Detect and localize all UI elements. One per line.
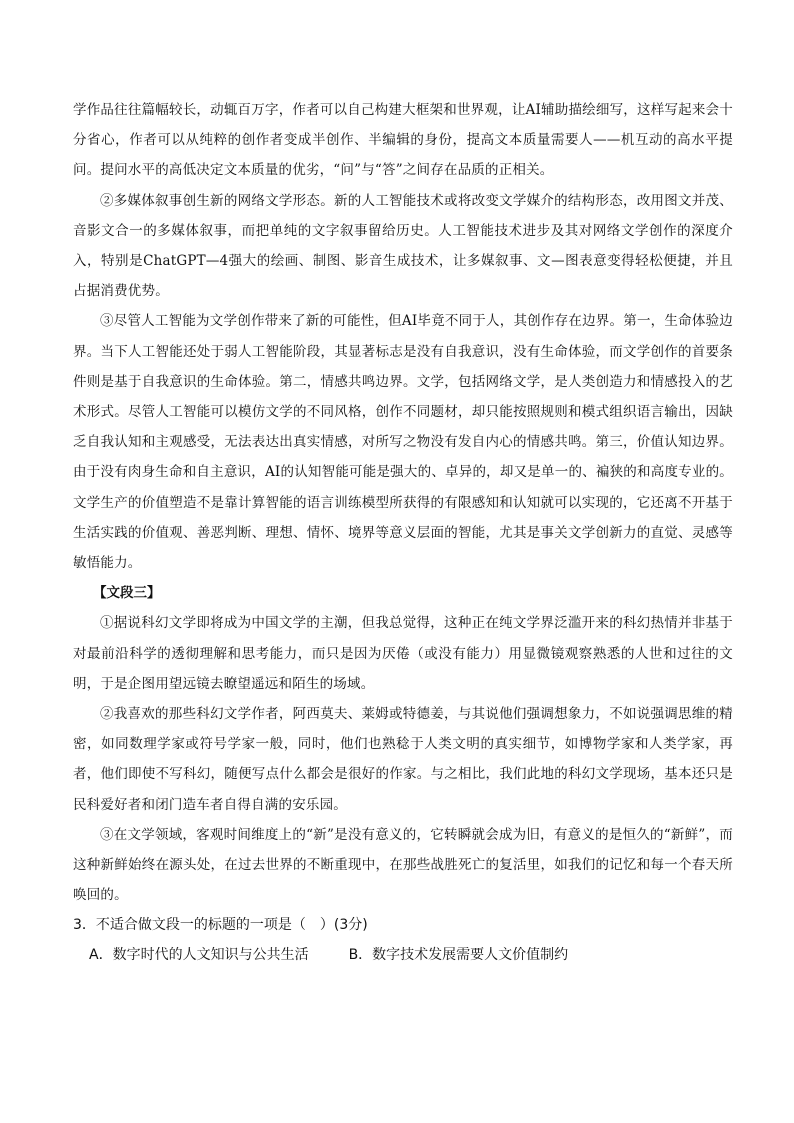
paragraph-continued: 学作品往往篇幅较长，动辄百万字，作者可以自己构建大框架和世界观，让AI辅助描绘细写，这样写起来会十分省心，作者可以从纯粹的创作者变成半创作、半编辑的身份，提高文本质量需要人——机互动的高水平提问。提问水平的高低决定文本质量的优劣，“问”与“答”之间存在品质的正相关。 bbox=[73, 102, 733, 179]
option-b[interactable]: B．数字技术发展需要人文价值制约 bbox=[348, 947, 569, 964]
paragraph-scifi-authors: ②我喜欢的那些科幻文学作者，阿西莫夫、莱姆或特德姜，与其说他们强调想象力，不如说强调思维的精密，如同数理学家或符号学家一般，同时，他们也熟稔于人类文明的真实细节，如博物学家和人类学家，再者，他们即使不写科幻，随便写点什么都会是很好的作家。与之相比，我们此地的科幻文学现场，基本还只是民科爱好者和闭门造车者自得自满的安乐园。 bbox=[73, 706, 733, 813]
question-options bbox=[73, 940, 733, 970]
question-stem: 3．不适合做文段一的标题的一项是（ ）(3分) bbox=[73, 917, 368, 934]
option-a[interactable]: A．数字时代的人文知识与公共生活 bbox=[89, 947, 309, 964]
section-three-label: 【文段三】 bbox=[93, 585, 161, 602]
document-page bbox=[73, 95, 733, 970]
paragraph-ai-boundaries: ③尽管人工智能为文学创作带来了新的可能性，但AI毕竟不同于人，其创作存在边界。第一，生命体验边界。当下人工智能还处于弱人工智能阶段，其显著标志是没有自我意识，没有生命体验，而文学创作的首要条件则是基于自我意识的生命体验。第二，情感共鸣边界。文学，包括网络文学，是人类创造力和情感投入的艺术形式。尽管人工智能可以模仿文学的不同风格，创作不同题材，却只能按照规则和模式组织语言输出，因缺乏自我认知和主观感受，无法表达出真实情感，对所写之物没有发自内心的情感共鸣。第三，价值认知边界。由于没有肉身生命和自主意识，AI的认知智能可能是强大的、卓异的，却又是单一的、褊狭的和高度专业的。文学生产的价值塑造不是靠计算智能的语言训练模型所获得的有限感知和认知就可以实现的，它还离不开基于生活实践的价值观、善恶判断、理想、情怀、境界等意义层面的智能，尤其是事关文学创新力的直觉、灵感等敏悟能力。 bbox=[73, 313, 733, 572]
paragraph-freshness: ③在文学领域，客观时间维度上的“新”是没有意义的，它转瞬就会成为旧，有意义的是恒久的“新鲜”，而这种新鲜始终在源头处，在过去世界的不断重现中，在那些战胜死亡的复活里，如我们的记忆和每一个春天所唤回的。 bbox=[73, 826, 733, 904]
paragraph-multimedia-narrative: ②多媒体叙事创生新的网络文学形态。新的人工智能技术或将改变文学媒介的结构形态，改用图文并茂、音影文合一的多媒体叙事，而把单纯的文字叙事留给历史。人工智能技术进步及其对网络文学创作的深度介入，特别是ChatGPT—4强大的绘画、制图、影音生成技术，让多媒叙事、文—图表意变得轻松便捷，并且占据消费优势。 bbox=[73, 192, 733, 300]
paragraph-scifi-trend: ①据说科幻文学即将成为中国文学的主潮，但我总觉得，这种正在纯文学界泛滥开来的科幻热情并非基于对最前沿科学的透彻理解和思考能力，而只是因为厌倦（或没有能力）用显微镜观察熟悉的人世和过往的文明，于是企图用望远镜去瞭望遥远和陌生的场域。 bbox=[73, 615, 733, 692]
